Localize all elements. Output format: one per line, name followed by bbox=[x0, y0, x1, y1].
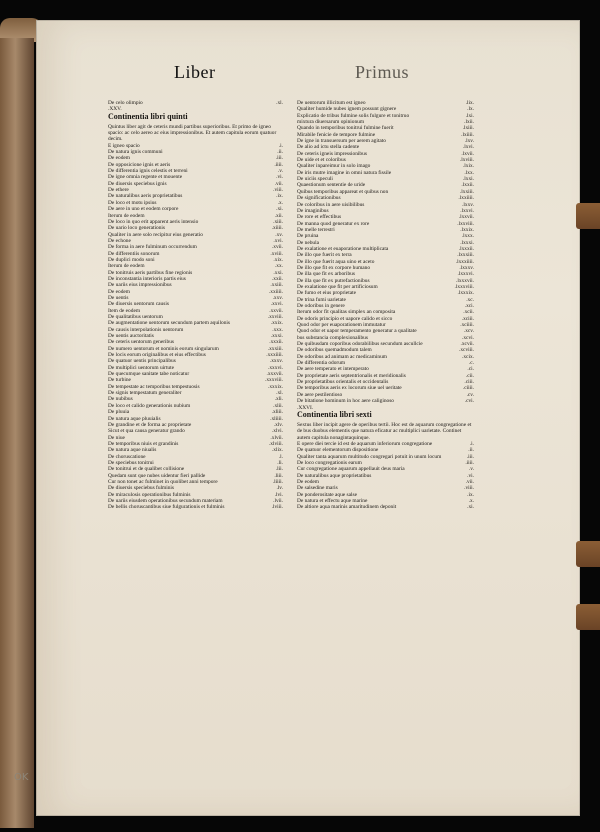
toc-entry-title: De turbine bbox=[108, 377, 131, 384]
toc-entry-title: De quibusdam coporibus odorabilibus secundum ascullcie bbox=[297, 341, 423, 348]
toc-entry-number: .lxiii. bbox=[462, 125, 474, 132]
toc-entry-number: .xxiii. bbox=[270, 282, 283, 289]
toc-entry-title: De tonitruis aeris partibus fine regionis bbox=[108, 269, 193, 276]
toc-entry-number: .lxxv. bbox=[462, 201, 474, 208]
toc-entry-title: De locis eorum originalibus et eius effectibus bbox=[108, 352, 206, 359]
toc-entry-number: .ciiii. bbox=[462, 385, 474, 392]
toc-entry-number: .lxiiii. bbox=[461, 131, 474, 138]
toc-entry-number: .v. bbox=[468, 466, 474, 473]
toc-entry-title: De differentia ignis celestis et terreni bbox=[108, 168, 188, 175]
toc-entry-number: .xxvii. bbox=[269, 307, 283, 314]
toc-entry-number: .xxiiii. bbox=[268, 288, 283, 295]
toc-entry-number: .lxi. bbox=[465, 112, 474, 119]
toc-entry-number: .xlviii. bbox=[268, 440, 283, 447]
toc-entry-title: De uario loco generationis bbox=[108, 225, 166, 232]
toc-entry-title: De speciebus tonitrui bbox=[108, 459, 154, 466]
toc-entry-title: Continentia libri sexti bbox=[297, 409, 372, 419]
clasp-strap bbox=[576, 541, 600, 567]
toc-entry-title: De iris mutre imagine in omni natura fissile bbox=[297, 169, 392, 176]
toc-entry-title: Quedam sunt que nubes uidentur fieri pallide bbox=[108, 472, 206, 479]
toc-entry-title: De igne in transuersum per aerem agitato bbox=[297, 138, 386, 145]
toc-entry-title: De odoribus ad animam ac medicaminum bbox=[297, 353, 387, 360]
toc-entry-title: De aere pestilentioso bbox=[297, 391, 343, 398]
toc-entry-number: .lxxxii. bbox=[458, 245, 474, 252]
toc-entry-title: De ceteris uentorum generibus bbox=[108, 339, 175, 346]
toc-entry-number: .xlii. bbox=[273, 402, 283, 409]
toc-entry-number: .iii. bbox=[275, 155, 283, 162]
running-head-right: Primus bbox=[355, 62, 410, 82]
toc-entry-title: De proprietatibus orientalis et occidentalis bbox=[297, 379, 389, 386]
toc-entry-title: De quatuor elementorum dispositione bbox=[297, 447, 379, 454]
toc-entry-title: Qualiter in aere solo recipitur eius generatio bbox=[108, 231, 203, 238]
toc-entry-title: De illa que fit ex arboribus bbox=[297, 271, 355, 278]
toc-entry-title: De choruscatione bbox=[108, 453, 146, 460]
toc-entry-title: De numero uentorum et nominis eorum singularum bbox=[108, 345, 219, 352]
toc-entry-number: .xiiii. bbox=[271, 225, 283, 232]
toc-entry-title: De duplici modo soni bbox=[108, 256, 155, 263]
toc-entry-title: Item de eodem bbox=[108, 307, 141, 314]
toc-entry-number: .ix. bbox=[467, 491, 474, 498]
toc-entry-number: .xlix. bbox=[271, 447, 283, 454]
toc-entry-number: .viii. bbox=[464, 485, 474, 492]
toc-entry-number: .lii. bbox=[275, 466, 283, 473]
running-head-left: Liber bbox=[174, 62, 216, 82]
toc-entry-number: .xxxii. bbox=[269, 339, 283, 346]
toc-entry-title: De aere in uno et eodem corpore bbox=[108, 206, 179, 213]
toc-entry-number: .iiii. bbox=[274, 161, 283, 168]
toc-entry-number: .lxv. bbox=[464, 138, 474, 145]
toc-entry-title: De augmentatione uentorum secundum partem aquilonis bbox=[108, 320, 231, 327]
toc-entry-title: Iterum de eodem bbox=[108, 263, 145, 270]
toc-entry-number: .xix. bbox=[273, 256, 283, 263]
toc-entry-title: De melle terrestri bbox=[297, 226, 335, 233]
toc-entry-number: .xxv. bbox=[272, 294, 283, 301]
toc-entry-number: .viii. bbox=[273, 187, 283, 194]
toc-entry-number: .xxvi. bbox=[270, 301, 283, 308]
right-column bbox=[297, 100, 474, 511]
toc-entry-number: .liiii. bbox=[272, 478, 283, 485]
toc-entry-title: Qualiter humide nubes ignem possunt gignere bbox=[297, 106, 397, 113]
toc-entry-number: .ii. bbox=[277, 149, 283, 156]
toc-entry-title: De bitatione hominum in hoc aere caliginoso bbox=[297, 398, 395, 405]
toc-entry-number: .cvi. bbox=[464, 398, 474, 405]
toc-entry-title: De miraculosis operationibus fulminis bbox=[108, 491, 191, 498]
toc-entry-title: De eodem bbox=[108, 155, 131, 162]
toc-entry-number: .xxxix. bbox=[268, 383, 283, 390]
toc-entry-title: De uariis eiusdem operationibus secundum materiam bbox=[108, 497, 223, 504]
toc-entry-title: De eodem bbox=[108, 288, 131, 295]
toc-entry-number: .lxxx. bbox=[461, 233, 474, 240]
toc-entry-title: De quatuor uentis principalibus bbox=[108, 358, 176, 365]
toc-entry-number: .xi. bbox=[276, 206, 283, 213]
toc-entry-title: De uentorum illicitum est igneo bbox=[297, 100, 366, 106]
toc-entry-number: .lxix. bbox=[462, 163, 474, 170]
toc-entry-number: .ciii. bbox=[464, 379, 474, 386]
toc-entry-title: Quaestionum sententie de uride bbox=[297, 182, 366, 189]
section-heading bbox=[297, 411, 474, 422]
toc-entry-number: .lxxix. bbox=[460, 226, 474, 233]
toc-entry-title: De diuersis speciebus fulminis bbox=[108, 485, 175, 492]
toc-entry-number: .l. bbox=[278, 453, 283, 460]
toc-entry-title: De diuersis speciebus ignis bbox=[108, 180, 167, 187]
toc-entry-number: .lxxiiii. bbox=[458, 195, 474, 202]
toc-entry-title: Cur congregatione aquarum appellauit deus maria bbox=[297, 466, 405, 473]
toc-entry-title: De significationibus bbox=[297, 195, 341, 202]
toc-entry-title: De differentia odorum bbox=[297, 360, 346, 367]
toc-entry-number: .xlvii. bbox=[270, 434, 283, 441]
toc-entry-title: De loco et motu ipsius bbox=[108, 199, 157, 206]
toc-entry-number: .ci. bbox=[467, 366, 474, 373]
toc-entry-number: .x. bbox=[277, 199, 283, 206]
toc-entry-number: .xxxvii. bbox=[266, 371, 283, 378]
toc-entry-number: .lxviii. bbox=[459, 157, 474, 164]
toc-entry-title: De uiciis speculi bbox=[297, 176, 333, 183]
toc-entry-number: .xcviii. bbox=[459, 347, 474, 354]
toc-entry-number: .xiii. bbox=[273, 218, 283, 225]
toc-entry-number: .xxviii. bbox=[267, 314, 283, 320]
toc-entry-number: .lxxxix. bbox=[457, 290, 474, 297]
toc-entry-number: .xvi. bbox=[273, 237, 283, 244]
toc-entry-number: .xii. bbox=[274, 212, 283, 219]
toc-entry-title: De multiplici uentorum uirtute bbox=[108, 364, 175, 371]
toc-entry-number: .xliiii. bbox=[270, 415, 283, 422]
toc-entry-title: Cur non tonet ac fulminet in quolibet anni tempore bbox=[108, 478, 218, 485]
toc-entry-title: De natura aque pluuialis bbox=[108, 415, 161, 422]
left-column bbox=[108, 100, 283, 511]
toc-entry-title: De illo que fuerit ex terra bbox=[297, 252, 352, 259]
toc-entry-number: .lvi. bbox=[274, 491, 283, 498]
toc-entry-number: .xviii. bbox=[270, 250, 283, 257]
toc-entry-title: Quintus liber agit de ceteris mundi partibus superioribus. Et primo de igneo spacio: ac celo aereo ac eius impressionibus. Et autem capitula eorum quatuor decim. bbox=[108, 123, 277, 143]
toc-entry-title: De nebula bbox=[297, 239, 320, 246]
toc-entry-number: .ii. bbox=[468, 447, 474, 454]
toc-entry-title: Mirabile fenicie de tempore fulmine bbox=[297, 131, 376, 138]
toc-entry-number: .lxxxv. bbox=[459, 264, 474, 271]
toc-entry-title: Sicut et qua causa generatur grando bbox=[108, 428, 185, 435]
toc-entry-title: Sextus liber incipit agere de operibus tertii. Hoc est de aquarum congregatione et de bus duobus elementis que natura eficatur ac multiplici uarietate. Continet autem capitula nonagintaquinque. bbox=[297, 421, 472, 441]
toc-entry-title: De niue bbox=[108, 434, 125, 441]
toc-entry-title: De fumo et eius proprietate bbox=[297, 290, 356, 297]
toc-entry-title: Quando in temporibus tonitrui fulmine fuerit bbox=[297, 125, 394, 132]
toc-entry-number: .lxxxvii. bbox=[456, 277, 474, 284]
toc-entry-number: .vii. bbox=[274, 180, 283, 187]
toc-entry-title: De natura et effectu aque marine bbox=[297, 497, 368, 504]
toc-entry-number: .xxxiiii. bbox=[266, 352, 283, 359]
toc-entry-number: .iiii. bbox=[465, 459, 474, 466]
toc-entry-number: .xxii. bbox=[271, 275, 283, 282]
toc-entry-number: .vi. bbox=[467, 472, 474, 479]
toc-entry-number: .cii. bbox=[465, 372, 474, 379]
toc-entry-number: .xxxv. bbox=[269, 358, 283, 365]
toc-entry-title: De illa que fit ex putrefactionibus bbox=[297, 277, 370, 284]
toc-entry-number: .xxxvi. bbox=[268, 364, 283, 371]
toc-entry-title: De echone bbox=[108, 237, 131, 244]
toc-entry-number: .li. bbox=[277, 459, 283, 466]
toc-entry-title: De celo olimpio bbox=[108, 100, 143, 106]
toc-entry-title: Quod odor per euaporationem immutatur bbox=[297, 322, 386, 329]
toc-entry-number: .lxxxi. bbox=[460, 239, 474, 246]
toc-entry-title: De aere temperato et intemperato bbox=[297, 366, 369, 373]
toc-entry-number: .xi. bbox=[467, 504, 474, 511]
toc-entry-number: .xliii. bbox=[271, 409, 283, 416]
toc-entry-number: .v. bbox=[277, 168, 283, 175]
toc-entry-title: De signis tempestatum generaliter bbox=[108, 390, 182, 397]
toc-entry-number: .lxxvii. bbox=[458, 214, 474, 221]
toc-entry-number: .xli. bbox=[274, 396, 283, 403]
toc-entry-number: .i. bbox=[469, 440, 474, 447]
toc-entry-title: De temporibus niuis et grandinis bbox=[108, 440, 179, 447]
toc-entry-title: Iterum de eodem bbox=[108, 212, 145, 219]
toc-entry-number: .vi. bbox=[276, 174, 283, 181]
toc-entry-number: .xc. bbox=[466, 296, 474, 303]
toc-entry-number: .xcii. bbox=[463, 309, 474, 316]
toc-entry-title: De ceteris igneis impressionibus bbox=[297, 150, 367, 157]
toc-entry-title: De qualitatibus uentorum bbox=[108, 314, 163, 320]
toc-entry-number: .xciii. bbox=[461, 315, 474, 322]
toc-entry-number: .lx. bbox=[467, 106, 474, 113]
toc-entry-number: .xci. bbox=[464, 303, 474, 309]
toc-entry-title: De uariis eius impressionibus bbox=[108, 282, 172, 289]
toc-entry-number: .lxxxiii. bbox=[457, 252, 474, 259]
toc-entry-number: .xcv. bbox=[463, 328, 474, 335]
toc-entry-number: .xxxviii. bbox=[265, 377, 283, 384]
toc-entry-number: .xxix. bbox=[270, 320, 283, 327]
corner-mark: OK bbox=[14, 772, 29, 783]
toc-entry-number: .xx. bbox=[274, 263, 283, 270]
toc-entry-title: De odoribus quemadmodum talem bbox=[297, 347, 372, 354]
toc-entry-title: bus substancia complexionalibus bbox=[297, 334, 368, 341]
toc-entry-number: .lxvii. bbox=[461, 150, 474, 157]
clasp-strap bbox=[576, 203, 600, 229]
toc-entry-number: .iii. bbox=[466, 453, 474, 460]
toc-entry-title: De inconstantia interioris partis eius bbox=[108, 275, 186, 282]
toc-entry-title: De uide et et coloribus bbox=[297, 157, 346, 164]
toc-entry-title: Qualiter inpareimur in solo imago bbox=[297, 163, 371, 170]
toc-entry-title: De grandine et de forma ac proprietate bbox=[108, 421, 192, 428]
toc-entry bbox=[108, 124, 283, 143]
toc-entry-title: De quecumque sanitate tabe noticatur bbox=[108, 371, 190, 378]
toc-entry bbox=[108, 504, 283, 510]
toc-entry-title: De ponderositate aque salse bbox=[297, 491, 358, 498]
toc-entry-title: .XXV. bbox=[108, 106, 122, 113]
toc-entry-number: .lxx. bbox=[464, 169, 474, 176]
toc-entry-number: .xcvii. bbox=[460, 341, 474, 348]
toc-entry-title: De proprietate aeris septentrionalis et meridionalis bbox=[297, 372, 406, 379]
toc-entry-number: .lxxxviii. bbox=[454, 283, 474, 290]
toc-entry-title: E igneo spacio bbox=[108, 142, 140, 149]
toc-entry-number: .xciiii. bbox=[460, 322, 474, 329]
toc-entry-title: De causis interpolationis uentorum bbox=[108, 326, 184, 333]
toc-entry-title: De natura aque niualis bbox=[108, 447, 157, 454]
toc-entry-title: De opposicione ignis et aeris bbox=[108, 161, 171, 168]
toc-entry-title: De forma in aere fulminum occurrendum bbox=[108, 244, 197, 251]
toc-entry-number: .xxxi. bbox=[270, 333, 283, 340]
toc-entry-number: .lxxxvi. bbox=[457, 271, 474, 278]
toc-entry-title: De uentis auctoritatis bbox=[108, 333, 154, 340]
toc-entry-number: .lv. bbox=[276, 485, 283, 492]
toc-entry-title: De odoris principio et uapore calido et sicco bbox=[297, 315, 393, 322]
toc-entry-number: .xl. bbox=[276, 390, 283, 397]
toc-entry-number: .lxvi. bbox=[462, 144, 474, 151]
toc-entry-title: De coloribus in aere uisibilibus bbox=[297, 201, 365, 208]
toc-entry-number: .lxxviii. bbox=[457, 220, 474, 227]
toc-entry-title: De loco in quo erit apparent aeris intensio bbox=[108, 218, 199, 225]
toc-entry-number: .c. bbox=[468, 360, 474, 367]
toc-entry-title: De imaginibus bbox=[297, 207, 329, 214]
toc-entry-title: De naturalibus aque proprietatibus bbox=[297, 472, 372, 479]
toc-entry-title: De diuersis uentorum causis bbox=[108, 301, 169, 308]
clasp-strap bbox=[576, 604, 600, 630]
toc-entry-number: .xcvi. bbox=[462, 334, 474, 341]
toc-entry-number: .ix. bbox=[276, 193, 283, 200]
toc-entry-number: .vii. bbox=[465, 478, 474, 485]
toc-entry-title: De uentis bbox=[108, 294, 129, 301]
toc-entry-number: .cv. bbox=[466, 391, 474, 398]
toc-entry-number: .xxxiii. bbox=[267, 345, 283, 352]
toc-entry-title: De naturalibus aeris proprietatibus bbox=[108, 193, 183, 200]
toc-entry-number: .x. bbox=[468, 497, 474, 504]
toc-entry-number: .lvii. bbox=[273, 497, 283, 504]
toc-entry-title: De ethere bbox=[108, 187, 129, 194]
toc-entry-number: .liii. bbox=[274, 472, 283, 479]
toc-entry-title: De salsedine maris bbox=[297, 485, 338, 492]
toc-entry-number: .xv. bbox=[275, 231, 283, 238]
toc-entry-title: De illo que fit ex corpore humano bbox=[297, 264, 371, 271]
section-heading bbox=[108, 113, 283, 124]
toc-entry-title: De illo que fuerit aqua uino et aceto bbox=[297, 258, 375, 265]
toc-entry-title: Quibus temporibus appareat et quibus non bbox=[297, 188, 389, 195]
toc-entry-title: De pruina bbox=[297, 233, 319, 240]
toc-entry-number: .lxxxiiii. bbox=[455, 258, 474, 265]
toc-entry-number: .lxxvi. bbox=[460, 207, 474, 214]
toc-entry-title: De differentiis sonorum bbox=[108, 250, 160, 257]
toc-entry-title: Iterum odor fit qualitas simplex an composita bbox=[297, 309, 396, 316]
toc-entry-title: Continentia libri quinti bbox=[108, 111, 188, 121]
toc-entry-number: .lxxii. bbox=[461, 182, 474, 189]
toc-entry-title: De eodem bbox=[297, 478, 320, 485]
toc-entry-number: .xxx. bbox=[272, 326, 283, 333]
toc-entry-number: .lix. bbox=[465, 100, 474, 106]
toc-entry-title: Quod odor et uapor temperamento generatur a qualitate bbox=[297, 328, 417, 335]
book-cover-edge bbox=[0, 38, 34, 828]
toc-entry-title: De pluuia bbox=[108, 409, 130, 416]
toc-entry-number: .xvii. bbox=[271, 244, 283, 251]
toc-entry-title: De nubibus bbox=[108, 396, 133, 403]
toc-entry-title: De alio ad ictu stella cadente bbox=[297, 144, 360, 151]
toc-entry bbox=[297, 422, 474, 441]
toc-entry-title: De loco et calido generationis nubium bbox=[108, 402, 191, 409]
toc-entry-number: .xlvi. bbox=[271, 428, 283, 435]
toc-entry-title: mixtura diuersarum opinionum bbox=[297, 119, 365, 126]
toc-entry-title: De loco congregationis earum bbox=[297, 459, 362, 466]
toc-entry-title: De exalatione que fit per artificiosum bbox=[297, 283, 378, 290]
toc-entry-title: De tempestate ac temporibus tempestuosis bbox=[108, 383, 200, 390]
toc-entry-number: .xl. bbox=[276, 100, 283, 106]
toc-entry-number: .xlv. bbox=[273, 421, 283, 428]
toc-entry-title: Qualiter tanta aquarum multitudo congregari potuit in unum locum bbox=[297, 453, 442, 460]
toc-entry-number: .lxxiii. bbox=[459, 188, 474, 195]
toc-entry-number: .i. bbox=[278, 142, 283, 149]
toc-entry-title: De rore et effectibus bbox=[297, 214, 342, 221]
toc-entry-title: De tonitrui et de qualibet collisione bbox=[108, 466, 185, 473]
toc-entry-title: De altiore aqua marinis amaritudinem deponit bbox=[297, 504, 397, 511]
toc-entry bbox=[297, 504, 474, 510]
toc-entry-title: De trina fumi uarietate bbox=[297, 296, 346, 303]
toc-entry-title: De exalatione et euaporatione multiplicata bbox=[297, 245, 389, 252]
toc-entry-title: De manna quod generatur ex rore bbox=[297, 220, 370, 227]
toc-entry-title: De bellis choruscantibus siue fulgurationis et fulminis bbox=[108, 504, 225, 511]
toc-entry-title: .XXVI. bbox=[297, 404, 314, 411]
toc-entry-title: De odoribus in genere bbox=[297, 303, 345, 309]
toc-entry-number: .xcix. bbox=[462, 353, 474, 360]
toc-entry-title: De natura ignis communi bbox=[108, 149, 163, 156]
toc-entry-number: .xxi. bbox=[273, 269, 283, 276]
toc-entry-title: E opere diei tercie id est de aquarum inferiorum congregatione bbox=[297, 440, 433, 447]
toc-entry-number: .lxxi. bbox=[462, 176, 474, 183]
toc-entry-number: .lviii. bbox=[271, 504, 283, 511]
toc-entry-title: De igne omnia regente et mouente bbox=[108, 174, 183, 181]
toc-entry-title: De temporibus aeris ex locorum siue uel ueritate bbox=[297, 385, 402, 392]
toc-entry-number: .lxii. bbox=[464, 119, 474, 126]
toc-entry-title: Explicatio de tribus fulmine solis fulgure et tonitruo bbox=[297, 112, 410, 119]
